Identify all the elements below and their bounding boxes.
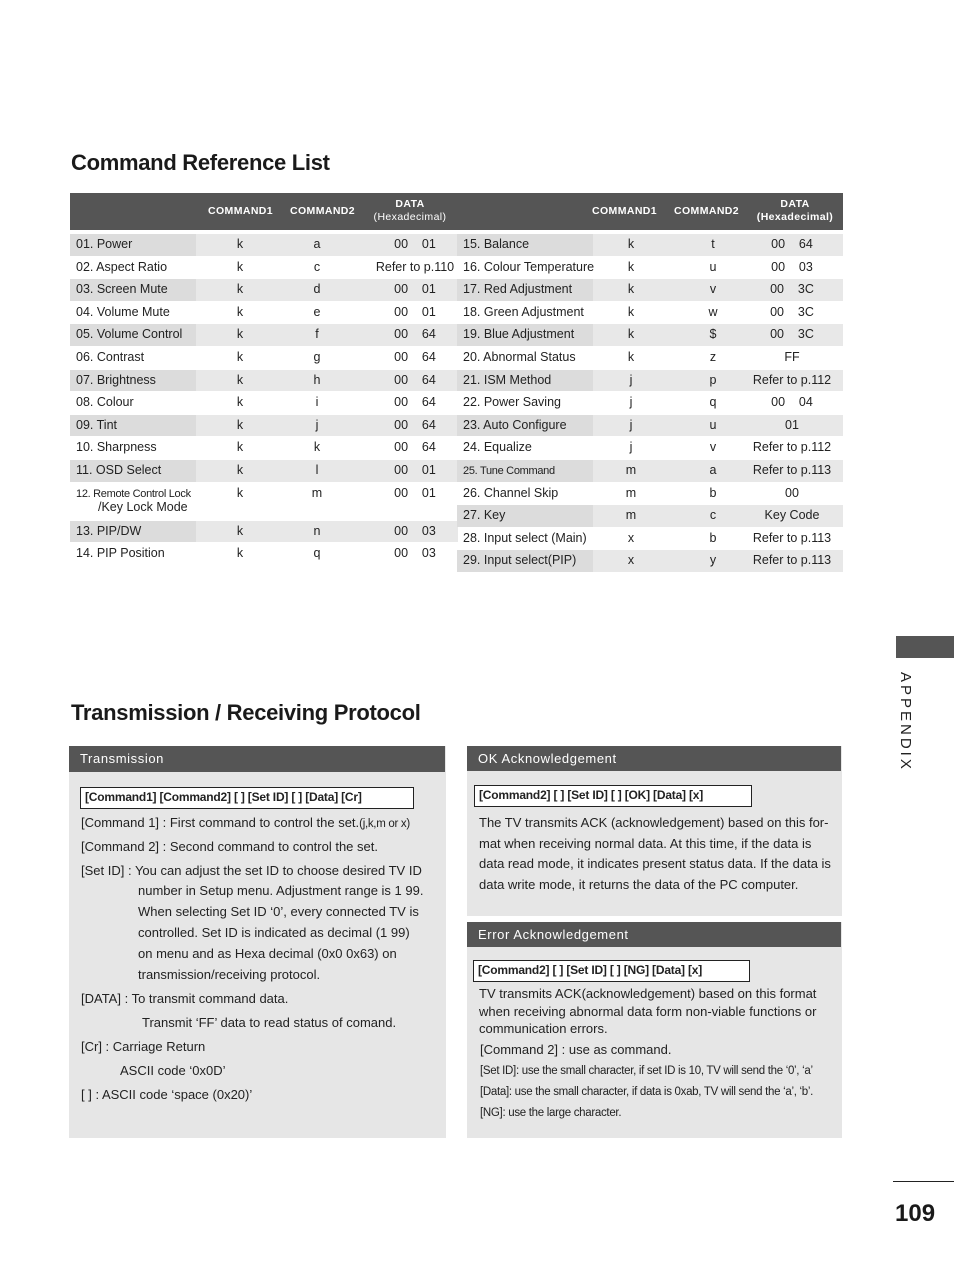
command-name <box>457 302 593 324</box>
table-header <box>70 193 458 230</box>
transmission-header: Transmission <box>69 746 445 772</box>
command2-cell: y <box>709 553 717 568</box>
data-cell: 00 64 <box>394 440 436 455</box>
command-name-text: 02. Aspect Ratio <box>76 259 168 274</box>
command1-cell: m <box>625 485 637 500</box>
command1-cell: k <box>627 304 635 319</box>
command2-cell: q <box>709 395 717 410</box>
command2-cell: i <box>315 395 319 410</box>
data-cell: 00 3C <box>770 304 814 319</box>
ok-ack-header: OK Acknowledgement <box>467 746 841 771</box>
command2-cell: u <box>709 417 717 432</box>
table-row <box>457 437 843 460</box>
command2-cell: c <box>709 508 717 523</box>
table-row <box>70 257 458 280</box>
table-row <box>70 392 458 415</box>
command1-cell: k <box>236 523 244 538</box>
command1-cell: x <box>627 553 635 568</box>
header-data-line1: DATA <box>780 198 810 210</box>
command1-cell: k <box>236 440 244 455</box>
data-cell: 01 <box>785 417 799 432</box>
command2-cell: u <box>709 259 717 274</box>
ok-ack-line: The TV transmits ACK (acknowledgement) based on this for- <box>479 815 829 830</box>
ok-ack-description <box>479 813 839 896</box>
data-note: Transmit ‘FF’ data to read status of comand. <box>142 1015 397 1030</box>
command1-cell: k <box>236 237 244 251</box>
command1-cell: j <box>629 395 633 410</box>
command1-cell: k <box>236 327 244 342</box>
command2-cell: t <box>711 237 715 251</box>
command-name-text: 22. Power Saving <box>463 395 561 410</box>
table-row <box>70 370 458 393</box>
command-name-text: 06. Contrast <box>76 349 145 364</box>
data-cell: Refer to p.112 <box>752 440 832 455</box>
data-cell: 00 3C <box>770 282 814 297</box>
command-name <box>70 257 196 279</box>
table-row <box>457 279 843 302</box>
command-name-text: 10. Sharpness <box>76 440 157 455</box>
ok-ack-line: mat when receiving normal data. At this time, if the data is <box>479 835 812 851</box>
command2-description: [Command 2] : Second command to control the set. <box>81 839 378 854</box>
table-row <box>457 460 843 483</box>
command-name <box>457 415 593 437</box>
table-row <box>457 392 843 415</box>
data-cell: 00 64 <box>394 372 436 387</box>
command-name-text: 18. Green Adjustment <box>463 304 584 319</box>
command2-cell: m <box>311 485 323 500</box>
data-cell: 00 04 <box>771 395 813 410</box>
command-name-text: 24. Equalize <box>463 440 532 455</box>
command2-cell: f <box>315 327 319 342</box>
table-row <box>457 370 843 393</box>
command-name-text: 15. Balance <box>463 237 530 251</box>
data-cell: 00 01 <box>394 485 436 500</box>
table-header <box>457 193 843 230</box>
command-name-text: 09. Tint <box>76 417 117 432</box>
data-cell: Key Code <box>764 508 820 523</box>
command-name-text: 17. Red Adjustment <box>463 282 573 297</box>
command2-cell: l <box>315 462 319 477</box>
data-cell: 00 64 <box>394 395 436 410</box>
table-row <box>70 460 458 483</box>
command-name-text: 04. Volume Mute <box>76 304 170 319</box>
command1-cell: x <box>627 530 635 545</box>
command1-cell: j <box>629 372 633 387</box>
table-row <box>70 415 458 438</box>
setid-line-4: controlled. Set ID is indicated as decimal (1 99) <box>138 925 410 940</box>
command1-cell: k <box>236 372 244 387</box>
header-command1: COMMAND1 <box>208 205 274 217</box>
command2-cell: v <box>709 440 717 455</box>
page-number: 109 <box>895 1200 936 1227</box>
command-name-text: 03. Screen Mute <box>76 282 168 297</box>
table-row <box>457 324 843 347</box>
command1-cell: k <box>236 546 244 561</box>
data-cell: 00 64 <box>394 417 436 432</box>
command-name-text: 21. ISM Method <box>463 372 552 387</box>
data-cell: 00 03 <box>394 546 436 561</box>
command2-cell: j <box>315 417 319 432</box>
protocol-title: Transmission / Receiving Protocol <box>71 700 421 725</box>
command-name-text: 05. Volume Control <box>76 327 183 342</box>
header-command1: COMMAND1 <box>592 205 658 217</box>
table-row <box>457 415 843 438</box>
appendix-tab <box>896 636 954 658</box>
table-row <box>457 302 843 325</box>
table-row <box>457 528 843 551</box>
ok-ack-frame: [Command2] [ ] [Set ID] [ ] [OK] [Data] [x] <box>474 785 752 807</box>
command2-cell: b <box>709 530 717 545</box>
data-cell: Refer to p.113 <box>752 530 832 545</box>
command1-cell: k <box>236 304 244 319</box>
command-name-text: 19. Blue Adjustment <box>463 327 575 342</box>
data-cell: 00 01 <box>394 282 436 297</box>
command-name <box>70 543 196 565</box>
command-name-text: 12. Remote Control Lock <box>76 487 191 500</box>
error-ack-line: when receiving abnormal data form non-viable functions or <box>479 1003 817 1019</box>
error-ack-description <box>479 985 839 1038</box>
command2-cell: c <box>313 259 321 274</box>
command-name <box>457 483 593 505</box>
command-name-text: 13. PIP/DW <box>76 523 142 538</box>
command1-cell: k <box>236 485 244 500</box>
command2-cell: n <box>313 523 321 538</box>
data-cell: Refer to p.113 <box>752 553 832 568</box>
command2-cell: q <box>313 546 321 561</box>
error-setid-note: [Set ID]: use the small character, if set ID is 10, TV will send the ‘0’, ‘a’ <box>480 1065 813 1077</box>
command-name <box>457 370 593 392</box>
command-name <box>70 437 196 459</box>
command1-cell: k <box>627 282 635 297</box>
cr-description: [Cr] : Carriage Return <box>81 1039 206 1054</box>
command-name-text: 29. Input select(PIP) <box>463 553 577 568</box>
setid-line-1: [Set ID] : You can adjust the set ID to choose desired TV ID <box>81 863 422 878</box>
command-name <box>457 437 593 459</box>
table-row <box>70 324 458 347</box>
ok-ack-line: data read mode, it indicates present status data. If the data is <box>479 856 831 872</box>
transmission-frame: [Command1] [Command2] [ ] [Set ID] [ ] [Data] [Cr] <box>80 787 414 809</box>
command-name-text: 14. PIP Position <box>76 546 165 561</box>
command-name <box>457 528 593 550</box>
command-name-text: 25. Tune Command <box>463 464 555 477</box>
command-reference-title: Command Reference List <box>71 150 330 175</box>
command1-text: [Command 1] : First command to control the set. <box>81 815 360 830</box>
header-data-line1: DATA <box>395 198 425 210</box>
command1-cell: m <box>625 462 637 477</box>
table-row <box>70 279 458 302</box>
command-name <box>70 392 196 414</box>
command-name-text: 28. Input select (Main) <box>463 530 587 545</box>
error-ack-line: TV transmits ACK(acknowledgement) based on this format <box>479 986 817 1001</box>
command1-note: (j,k,m or x) <box>359 818 410 830</box>
table-row <box>70 483 458 521</box>
command1-cell: k <box>236 282 244 297</box>
command2-cell: a <box>313 237 321 251</box>
data-cell: 00 03 <box>394 523 436 538</box>
appendix-label: APPENDIX <box>897 672 914 772</box>
command-table-left <box>70 193 458 566</box>
table-row <box>457 347 843 370</box>
command2-cell: $ <box>709 327 717 342</box>
data-description: [DATA] : To transmit command data. <box>81 991 289 1006</box>
table-row <box>70 543 458 566</box>
command2-cell: g <box>313 349 321 364</box>
command-name-line2: /Key Lock Mode <box>98 499 188 514</box>
error-ack-header: Error Acknowledgement <box>467 922 841 947</box>
command1-cell: k <box>627 237 635 251</box>
header-data <box>755 198 835 224</box>
header-command2: COMMAND2 <box>674 205 740 217</box>
command2-cell: k <box>313 440 321 455</box>
command-table-right <box>457 193 843 573</box>
command-name-text: 20. Abnormal Status <box>463 349 576 364</box>
data-cell: Refer to p.113 <box>752 462 832 477</box>
data-cell: 00 <box>785 485 799 500</box>
command1-description <box>81 813 410 835</box>
command1-cell: j <box>629 417 633 432</box>
cr-code: ASCII code ‘0x0D’ <box>120 1063 226 1078</box>
command-name <box>457 505 593 527</box>
command1-cell: k <box>236 417 244 432</box>
setid-line-3: When selecting Set ID ‘0’, every connected TV is <box>138 904 419 919</box>
command-name-text: 23. Auto Configure <box>463 417 567 432</box>
command1-cell: k <box>627 259 635 274</box>
command-name-text: 27. Key <box>463 508 506 523</box>
error-data-note: [Data]: use the small character, if data is 0xab, TV will send the ‘a’, ‘b’. <box>480 1086 814 1098</box>
table-row <box>70 521 458 544</box>
ok-ack-line: data write mode, it returns the data of the PC computer. <box>479 877 799 893</box>
command-name <box>457 347 593 369</box>
command1-cell: k <box>236 259 244 274</box>
table-row <box>70 347 458 370</box>
data-cell: 00 3C <box>770 327 814 342</box>
setid-line-6: transmission/receiving protocol. <box>138 967 321 982</box>
page-number-rule <box>893 1181 954 1182</box>
command-name <box>70 483 196 520</box>
command-name-text: 16. Colour Temperature <box>463 259 595 274</box>
command-name <box>70 279 196 301</box>
command2-cell: h <box>313 372 321 387</box>
command-name <box>457 257 593 279</box>
command2-cell: p <box>709 372 717 387</box>
error-command2-note: [Command 2] : use as command. <box>480 1042 672 1057</box>
command-name-text: 07. Brightness <box>76 372 156 387</box>
command-name <box>70 460 196 482</box>
command-name <box>70 521 196 543</box>
command-name-text: 08. Colour <box>76 395 134 410</box>
command-name <box>457 234 593 256</box>
command-name <box>457 460 593 482</box>
command-name <box>457 392 593 414</box>
command2-cell: z <box>709 349 717 364</box>
command1-cell: k <box>236 462 244 477</box>
command2-cell: a <box>709 462 717 477</box>
command2-cell: v <box>709 282 717 297</box>
command-name-text: 01. Power <box>76 237 133 251</box>
data-cell: Refer to p.112 <box>752 372 832 387</box>
command2-cell: d <box>313 282 321 297</box>
header-data-line2: (Hexadecimal) <box>756 211 834 223</box>
data-cell: 00 64 <box>394 327 436 342</box>
command2-cell: w <box>708 304 718 319</box>
table-row <box>457 505 843 528</box>
command-name <box>70 347 196 369</box>
data-cell: 00 64 <box>771 237 813 251</box>
command-name <box>70 302 196 324</box>
command-name <box>457 279 593 301</box>
header-command2: COMMAND2 <box>290 205 356 217</box>
command-name <box>457 324 593 346</box>
command1-cell: k <box>627 327 635 342</box>
table-row <box>70 302 458 325</box>
error-ng-note: [NG]: use the large character. <box>480 1107 622 1119</box>
table-row <box>70 437 458 460</box>
command-name <box>70 415 196 437</box>
header-data-line2: (Hexadecimal) <box>373 211 447 223</box>
command2-cell: e <box>313 304 321 319</box>
error-ack-frame: [Command2] [ ] [Set ID] [ ] [NG] [Data] [x] <box>473 960 750 982</box>
command-name <box>457 550 593 572</box>
command-name <box>70 370 196 392</box>
header-data <box>370 198 450 224</box>
space-description: [ ] : ASCII code ‘space (0x20)’ <box>81 1087 253 1102</box>
command1-cell: k <box>236 349 244 364</box>
data-cell: 00 01 <box>394 304 436 319</box>
data-cell: FF <box>784 349 800 364</box>
data-cell: 00 03 <box>771 259 813 274</box>
data-cell: Refer to p.110 <box>375 259 455 274</box>
command1-cell: j <box>629 440 633 455</box>
command2-cell: b <box>709 485 717 500</box>
command-name-text: 26. Channel Skip <box>463 485 559 500</box>
table-row <box>457 257 843 280</box>
setid-line-2: number in Setup menu. Adjustment range is 1 99. <box>138 883 424 898</box>
table-row <box>457 483 843 506</box>
command-name <box>70 324 196 346</box>
data-cell: 00 01 <box>394 462 436 477</box>
command-name-text: 11. OSD Select <box>76 462 162 477</box>
setid-line-5: on menu and as Hexa decimal (0x0 0x63) on <box>138 946 397 961</box>
command1-cell: k <box>236 395 244 410</box>
table-row <box>70 234 458 257</box>
command1-cell: k <box>627 349 635 364</box>
table-row <box>457 234 843 257</box>
command-name <box>70 234 196 256</box>
data-cell: 00 64 <box>394 349 436 364</box>
table-row <box>457 550 843 573</box>
data-cell: 00 01 <box>394 237 436 251</box>
command1-cell: m <box>625 508 637 523</box>
error-ack-line: communication errors. <box>479 1021 608 1036</box>
